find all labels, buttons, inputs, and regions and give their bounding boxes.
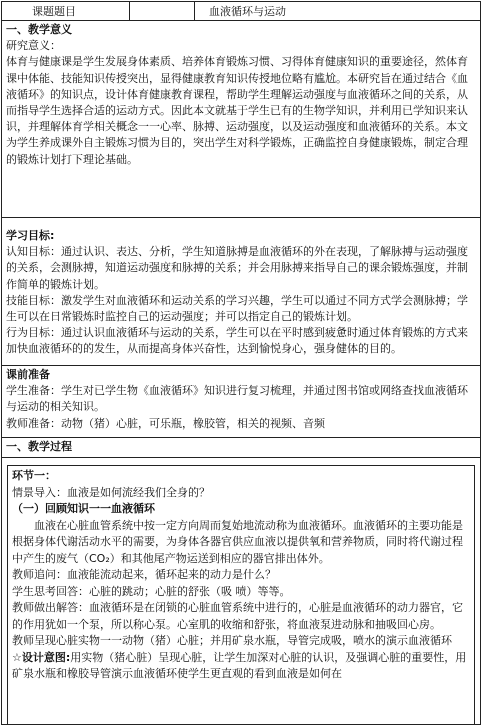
design-intent-body: 用实物（猪心脏）呈现心脏，让学生加深对心脏的认识，及强调心脏的重要性，用矿泉水瓶和橡胶导管演示血液循环使学生更直观的看到血液是如何在	[12, 650, 467, 680]
blank-cell	[130, 2, 195, 20]
teacher-demo: 教师呈现心脏实物一一动物（猪）心脏；并用矿泉水瓶，导管完成吸，喷水的演示血液循环	[12, 634, 452, 647]
teaching-meaning-heading: 一、教学意义	[6, 23, 72, 36]
segment-title: 环节一：	[12, 469, 56, 482]
segment-one-box	[7, 465, 475, 725]
design-intent-label: ☆设计意图:	[12, 650, 71, 664]
student-prep: 学生准备：学生对已学生物《血液循环》知识进行复习梳理，并通过图书馆或网络查找血液循环与运动的相关知识。	[6, 384, 468, 414]
teaching-meaning-section	[2, 21, 480, 218]
lesson-plan-page	[1, 1, 481, 725]
learning-objectives-section	[2, 218, 480, 366]
topic-label: 课题题目	[2, 2, 130, 20]
skill-objective: 技能目标：激发学生对血液循环和运动关系的学习兴趣，学生可以通过不同方式学会测脉搏；学生可以在日常锻炼时监控自己的运动强度；并可以指定自己的锻炼计划。	[6, 293, 468, 324]
teacher-prep: 教师准备：动物（猪）心脏，可乐瓶，橡胶管，相关的视频、音频	[6, 416, 325, 430]
class-prep-heading: 课前准备	[6, 368, 50, 381]
teaching-process-heading-row	[2, 438, 480, 458]
topic-title: 血液循环与运动	[209, 5, 286, 18]
review-heading: （一）回顾知识一一血液循环	[12, 502, 155, 515]
situation-intro: 情景导入：血液是如何流经我们全身的？	[12, 485, 210, 499]
cognitive-objective: 认知目标：通过认识、表达、分析，学生知道脉搏是血液循环的外在表现，了解脉搏与运动强度的关系，会测脉搏，知道运动强度和脉搏的关系；并会用脉搏来指导自己的课余锻炼强度，并制作简单的锻炼计划。	[6, 245, 468, 291]
teacher-answer: 教师做出解答：血液循环是在闭锁的心脏血管系统中进行的，心脏是血液循环的动力器官，它的作用犹如一个泵，所以称心泵。心室肌的收缩和舒张，将血液泵进动脉和抽吸回心房。	[12, 601, 463, 631]
behavior-objective: 行为目标：通过认识血液循环与运动的关系，学生可以在平时感到疲惫时通过体育锻炼的方式来加快血液循环的的发生，从而提高身体兴奋性，达到愉悦身心，强身健体的目的。	[6, 326, 468, 356]
learning-objectives-heading: 学习目标:	[6, 229, 55, 242]
title-row	[2, 2, 480, 21]
teaching-process-heading: 一、教学过程	[6, 440, 72, 453]
student-answer: 学生思考回答：心脏的跳动；心脏的舒张（吸 喷）等等。	[12, 584, 291, 598]
design-intent	[12, 650, 470, 683]
review-body: 血液在心脏血管系统中按一定方向周而复始地流动称为血液循环。血液循环的主要功能是根据身体代谢活动水平的需要，为身体各器官供应血液以提供氧和营养物质，同时将代谢过程中产生的废气（CO₂）和其他尾产物运送到相应的器官排出体外。	[12, 518, 463, 565]
class-prep-section	[2, 366, 480, 438]
research-meaning-label: 研究意义：	[6, 39, 61, 53]
teacher-question: 教师追问：血液能流动起来，循环起来的动力是什么？	[12, 568, 276, 581]
segment-wrapper	[2, 458, 480, 725]
research-meaning-body: 体育与健康课是学生发展身体素质、培养体育锻炼习惯、习得体育健康知识的重要途径，然体育课中体能、技能知识传授突出，显得健康教育知识传授地位略有尴尬。本研究旨在通过结合《血液循环》的知识点，设计体育健康教育课程，帮助学生理解运动强度与血液循环之间的关系，从而指导学生选择合适的运动方式。因此本文就基于学生已有的生物学知识，并利用已学知识来认识，并理解体育学相关概念一一心率、脉搏、运动强度，以及运动强度和血液循环的关系。本文为学生养成课外自主锻炼习惯为目的，突出学生对科学锻炼，正确监控自身健康锻炼，制定合理的锻炼计划打下理论基础。	[6, 55, 468, 166]
